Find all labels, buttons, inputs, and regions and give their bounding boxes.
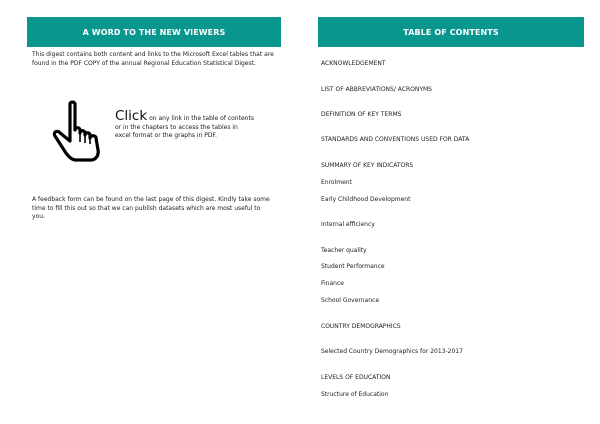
- click-word: Click: [115, 108, 148, 124]
- toc-item-structure-of-education[interactable]: Structure of Education: [321, 391, 389, 398]
- toc-item-school-governance[interactable]: School Governance: [321, 297, 380, 304]
- toc-item-abbreviations[interactable]: LIST OF ABBREVIATIONS/ ACRONYMS: [321, 86, 432, 93]
- click-instruction: [115, 109, 255, 141]
- toc-item-standards[interactable]: STANDARDS AND CONVENTIONS USED FOR DATA: [321, 136, 470, 143]
- toc-item-internal-efficiency[interactable]: Internal efficiency: [321, 221, 375, 228]
- pointing-hand-icon: [52, 100, 106, 162]
- intro-paragraph: This digest contains both content and links to the Microsoft Excel tables that are found in the PDF COPY of the annual Regional Education Statistical Digest.: [32, 51, 274, 67]
- toc-item-teacher-quality[interactable]: Teacher quality: [321, 247, 367, 254]
- toc-item-student-performance[interactable]: Student Performance: [321, 263, 385, 270]
- click-instruction-text: on any link in the table of contents or in the chapters to access the tables in excel format or the graphs in PDF.: [115, 115, 254, 139]
- toc-item-early-childhood[interactable]: Early Childhood Development: [321, 196, 411, 203]
- toc-item-levels-of-education[interactable]: LEVELS OF EDUCATION: [321, 374, 391, 381]
- toc-item-summary-indicators[interactable]: SUMMARY OF KEY INDICATORS: [321, 162, 414, 169]
- toc-item-enrolment[interactable]: Enrolment: [321, 179, 352, 186]
- word-to-viewers-header: A WORD TO THE NEW VIEWERS: [27, 17, 281, 47]
- toc-item-acknowledgement[interactable]: ACKNOWLEDGEMENT: [321, 60, 386, 67]
- toc-item-finance[interactable]: Finance: [321, 280, 344, 287]
- toc-item-country-demographics[interactable]: COUNTRY DEMOGRAPHICS: [321, 323, 401, 330]
- table-of-contents-header: TABLE OF CONTENTS: [318, 17, 584, 47]
- toc-item-definitions[interactable]: DEFINITION OF KEY TERMS: [321, 111, 402, 118]
- toc-item-selected-demographics[interactable]: Selected Country Demographics for 2013-2017: [321, 348, 463, 355]
- feedback-paragraph: A feedback form can be found on the last page of this digest. Kindly take some time to fill this out so that we can publish datasets which are most useful to you.: [32, 196, 270, 220]
